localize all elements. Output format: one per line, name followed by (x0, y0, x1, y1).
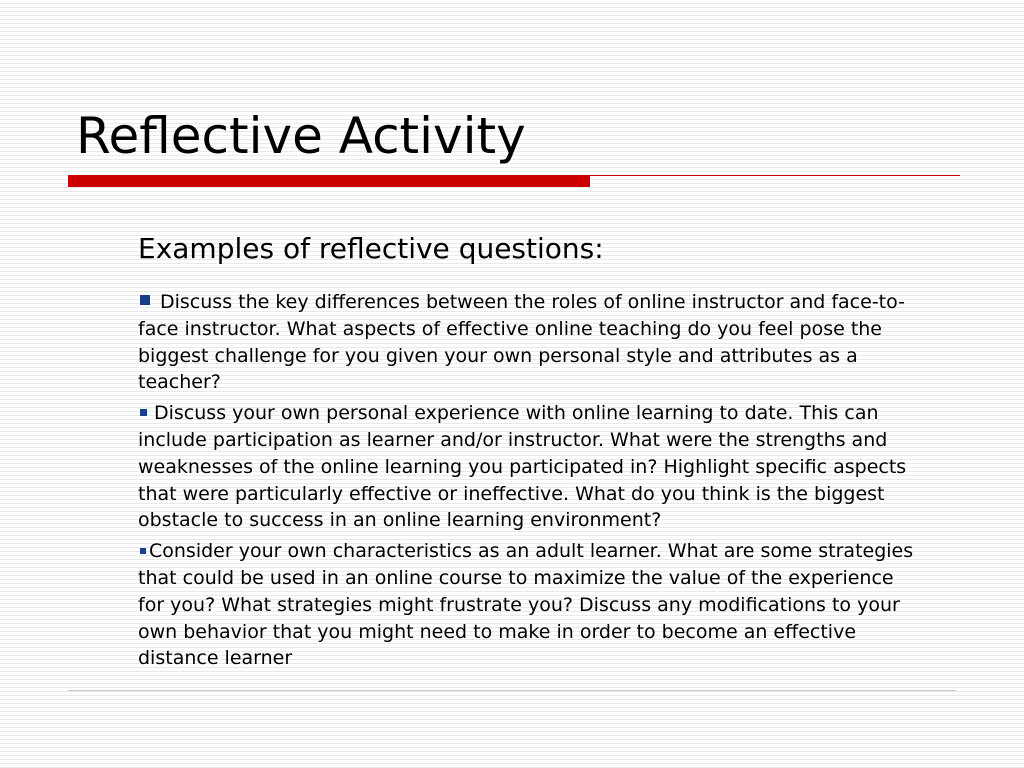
question-text: Discuss your own personal experience with online learning to date. This can include participation as learner and/or instructor. What were the strengths and weaknesses of the online learning you participated in? Highlight specific aspects that were particularly effective or ineffective. What do you think is the biggest obstacle to success in an online learning environment? (138, 402, 907, 532)
list-item (138, 289, 924, 396)
question-text: Discuss the key differences between the roles of online instructor and face-to-face instructor. What aspects of effective online teaching do you feel pose the biggest challenge for you given your own personal style and attributes as a teacher? (138, 291, 905, 394)
slide-title: Reflective Activity (76, 107, 526, 165)
question-text: Consider your own characteristics as an adult learner. What are some strategies that could be used in an online course to maximize the value of the experience for you? What strategies might frustrate you? Discuss any modifications to your own behavior that you might need to make in order to become an effective distance learner (138, 540, 914, 670)
footer-divider-line (68, 690, 956, 691)
title-accent-bar (68, 175, 590, 187)
square-bullet-icon (140, 548, 146, 554)
square-bullet-icon (140, 409, 147, 416)
reflective-questions-list (138, 289, 924, 676)
section-subtitle: Examples of reflective questions: (138, 232, 604, 265)
title-divider-line (590, 175, 960, 176)
list-item (138, 400, 924, 534)
list-item (138, 538, 924, 672)
square-bullet-icon (140, 295, 150, 305)
